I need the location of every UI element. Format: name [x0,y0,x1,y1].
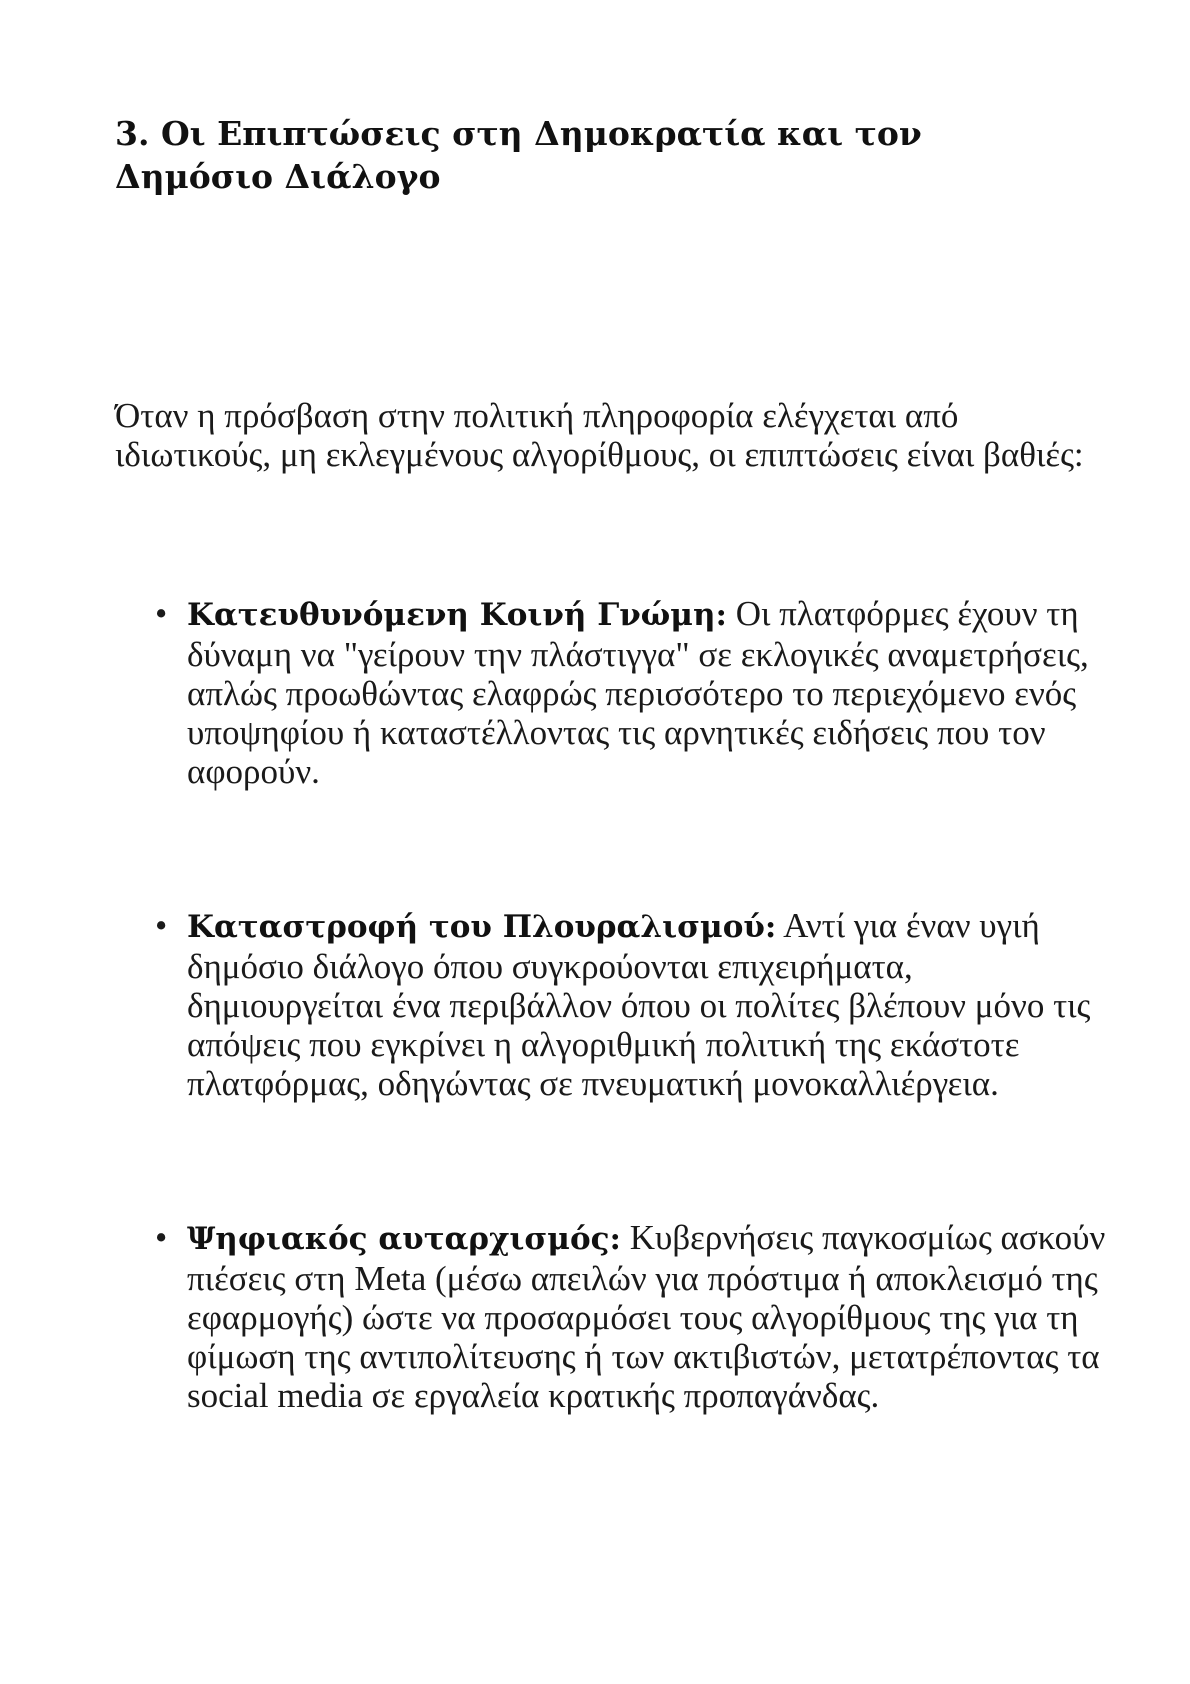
bullet-term: Ψηφιακός αυταρχισμός: [187,1221,621,1257]
section-heading: 3. Οι Επιπτώσεις στη Δημοκρατία και τον Δημόσιο Διάλογο [115,114,922,196]
bullet-text [187,906,1112,1103]
bullet-body: Αντί για έναν υγιή δημόσιο διάλογο όπου συγκρούονται επιχειρήματα, δημιουργείται ένα περιβάλλον όπου οι πολίτες βλέπουν μόνο τις απόψεις που εγκρίνει η αλγοριθμική πολιτική της εκάστοτε πλατφόρμας, οδηγώντας σε πνευματική μονοκαλλιέργεια. [187,906,1091,1103]
bullet-marker: • [155,1218,168,1257]
bullet-marker: • [155,594,168,633]
bullet-marker: • [155,906,168,945]
bullet-term: Καταστροφή του Πλουραλισμού: [187,909,777,945]
bullet-text [187,1218,1112,1415]
bullet-body: Κυβερνήσεις παγκοσμίως ασκούν πιέσεις στη Meta (μέσω απειλών για πρόστιμα ή αποκλεισμό της εφαρμογής) ώστε να προσαρμόσει τους αλγορίθμους της για τη φίμωση της αντιπολίτευσης ή των ακτιβιστών, μετατρέποντας τα social media σε εργαλεία κρατικής προπαγάνδας. [187,1218,1106,1415]
bullet-term: Κατευθυνόμενη Κοινή Γνώμη: [187,597,727,633]
bullet-text [187,594,1112,791]
bullet-body: Οι πλατφόρμες έχουν τη δύναμη να "γείρουν την πλάστιγγα" σε εκλογικές αναμετρήσεις, απλώς προωθώντας ελαφρώς περισσότερο το περιεχόμενο ενός υποψηφίου ή καταστέλλοντας τις αρνητικές ειδήσεις που τον αφορούν. [187,594,1089,791]
intro-paragraph: Όταν η πρόσβαση στην πολιτική πληροφορία ελέγχεται από ιδιωτικούς, μη εκλεγμένους αλγορίθμους, οι επιπτώσεις είναι βαθιές: [115,396,1084,474]
